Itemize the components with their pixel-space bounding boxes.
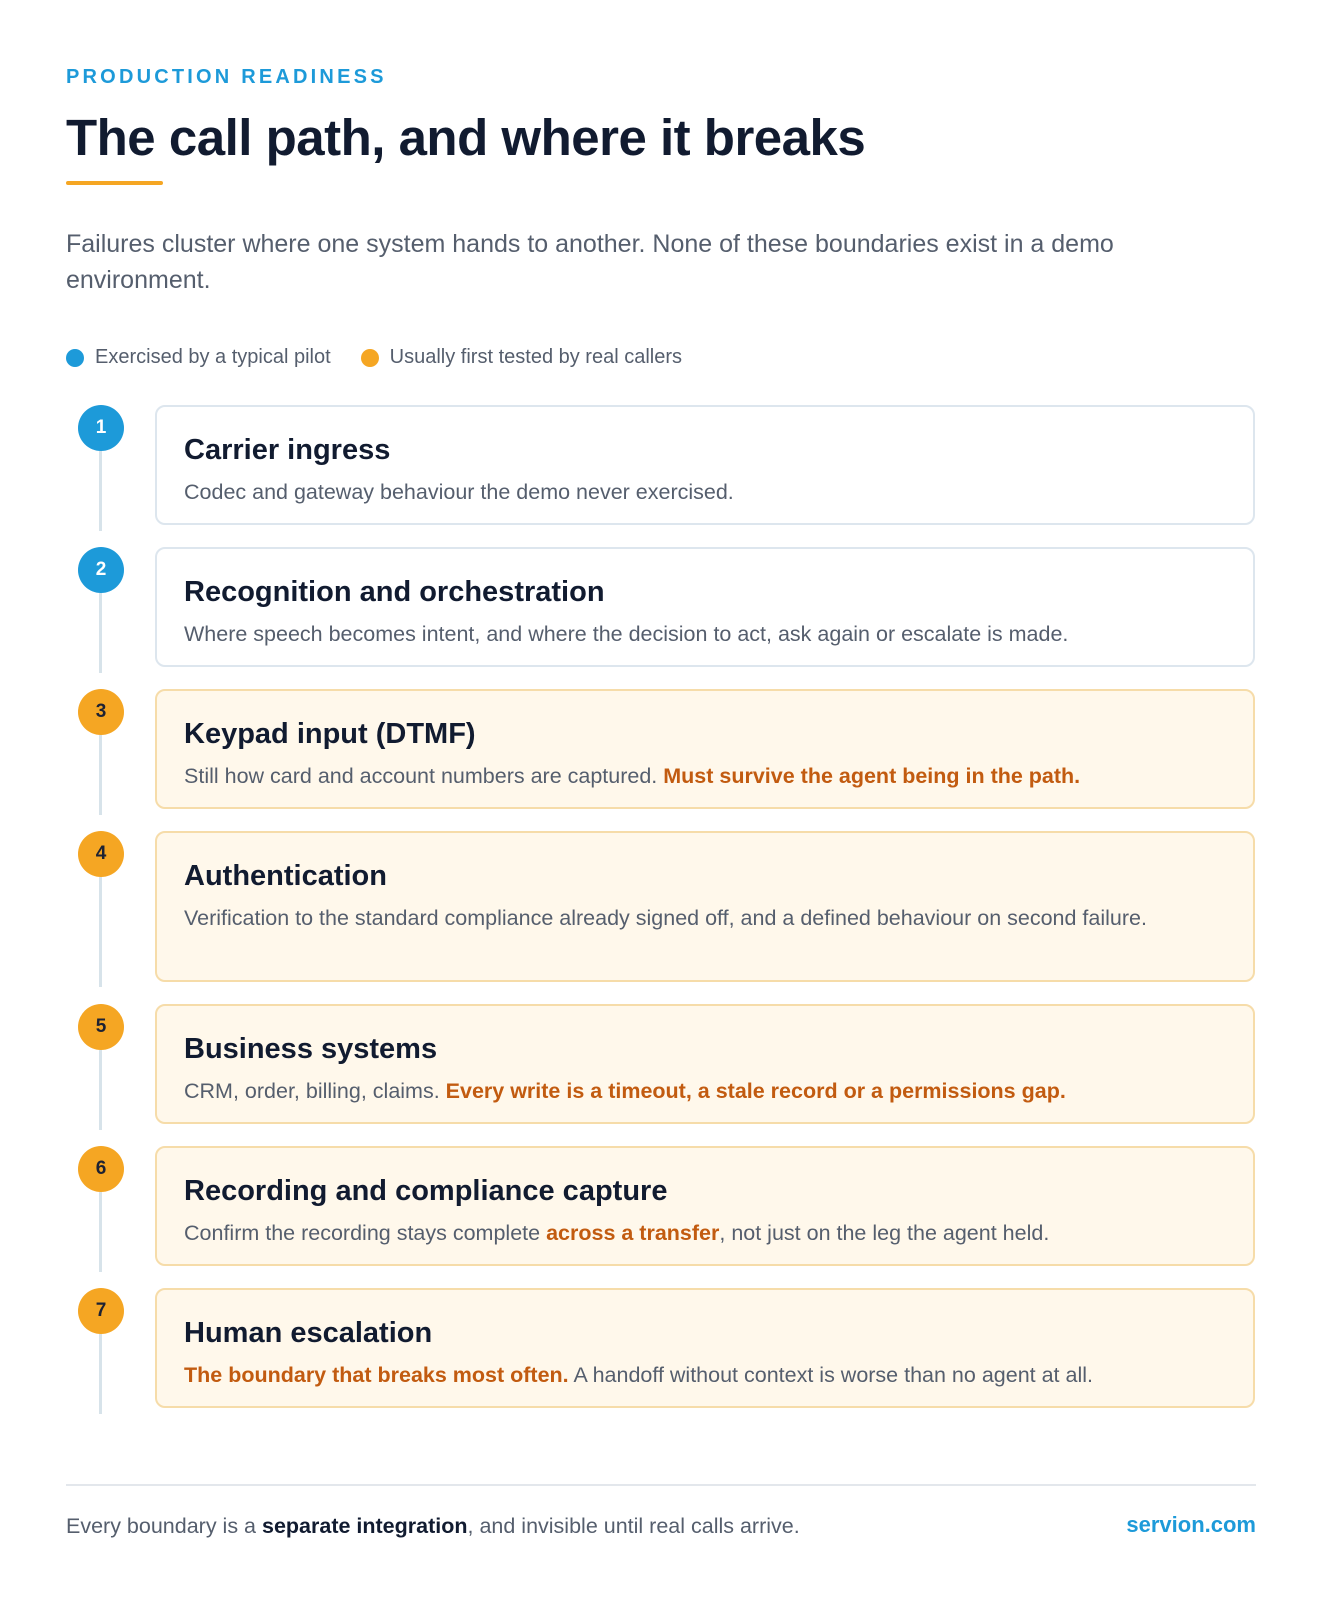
servion-link[interactable]: servion.com xyxy=(1126,1512,1256,1537)
description-text: , not just on the leg the agent held. xyxy=(719,1221,1050,1245)
step-description xyxy=(184,761,1226,792)
step-title: Authentication xyxy=(184,860,387,892)
blue-dot-icon xyxy=(66,349,84,367)
timeline-connector xyxy=(99,1334,102,1414)
legend-label-real-callers: Usually first tested by real callers xyxy=(389,346,682,368)
legend-item-real-callers xyxy=(361,346,682,369)
step-number-badge: 2 xyxy=(78,547,124,593)
step-number-badge: 1 xyxy=(78,405,124,451)
step-card-carrier-ingress xyxy=(155,405,1255,525)
eyebrow-label: PRODUCTION READINESS xyxy=(66,66,387,88)
footer-bold-text: separate integration xyxy=(262,1514,468,1538)
step-description xyxy=(184,1218,1226,1249)
step-description: Codec and gateway behaviour the demo never exercised. xyxy=(184,480,734,504)
step-title: Business systems xyxy=(184,1033,438,1065)
step-description: Where speech becomes intent, and where the decision to act, ask again or escalate is made. xyxy=(184,622,1069,646)
footer-note xyxy=(66,1514,800,1539)
step-number-badge: 7 xyxy=(78,1288,124,1334)
footer-text: Every boundary is a xyxy=(66,1514,262,1538)
orange-dot-icon xyxy=(361,349,379,367)
step-title: Keypad input (DTMF) xyxy=(184,718,476,750)
timeline-connector xyxy=(99,593,102,673)
description-text: CRM, order, billing, claims. xyxy=(184,1079,446,1103)
step-number-badge: 6 xyxy=(78,1146,124,1192)
step-card-recognition xyxy=(155,547,1255,667)
step-title: Carrier ingress xyxy=(184,434,391,466)
description-text: Still how card and account numbers are captured. xyxy=(184,764,664,788)
intro-text: Failures cluster where one system hands to another. None of these boundaries exist in a demo environment. xyxy=(66,230,1114,294)
step-number-badge: 5 xyxy=(78,1004,124,1050)
description-highlight: Must survive the agent being in the path. xyxy=(663,764,1081,788)
title-underline xyxy=(66,181,163,185)
step-card-dtmf xyxy=(155,689,1255,809)
legend xyxy=(66,346,712,369)
step-number-badge: 4 xyxy=(78,831,124,877)
footer-text: , and invisible until real calls arrive. xyxy=(467,1514,800,1538)
timeline-connector xyxy=(99,877,102,987)
step-number-badge: 3 xyxy=(78,689,124,735)
legend-label-pilot: Exercised by a typical pilot xyxy=(95,346,331,368)
description-text: Confirm the recording stays complete xyxy=(184,1221,547,1245)
step-card-business-systems xyxy=(155,1004,1255,1124)
step-title: Human escalation xyxy=(184,1317,433,1349)
timeline-connector xyxy=(99,1192,102,1272)
footer-divider xyxy=(66,1484,1256,1486)
page-title: The call path, and where it breaks xyxy=(66,109,866,166)
description-text: A handoff without context is worse than no agent at all. xyxy=(568,1363,1093,1387)
timeline-connector xyxy=(99,451,102,531)
legend-item-pilot xyxy=(66,346,331,369)
step-title: Recognition and orchestration xyxy=(184,576,605,608)
step-description xyxy=(184,1360,1226,1391)
step-card-authentication xyxy=(155,831,1255,982)
description-highlight: across a transfer xyxy=(546,1221,720,1245)
step-card-recording xyxy=(155,1146,1255,1266)
step-description: Verification to the standard compliance already signed off, and a defined behaviour on second failure. xyxy=(184,906,1147,930)
description-highlight: The boundary that breaks most often. xyxy=(184,1363,569,1387)
timeline-connector xyxy=(99,735,102,815)
step-card-human-escalation xyxy=(155,1288,1255,1408)
step-description xyxy=(184,1076,1226,1107)
timeline-connector xyxy=(99,1050,102,1130)
step-title: Recording and compliance capture xyxy=(184,1175,668,1207)
description-highlight: Every write is a timeout, a stale record or a permissions gap. xyxy=(445,1079,1066,1103)
